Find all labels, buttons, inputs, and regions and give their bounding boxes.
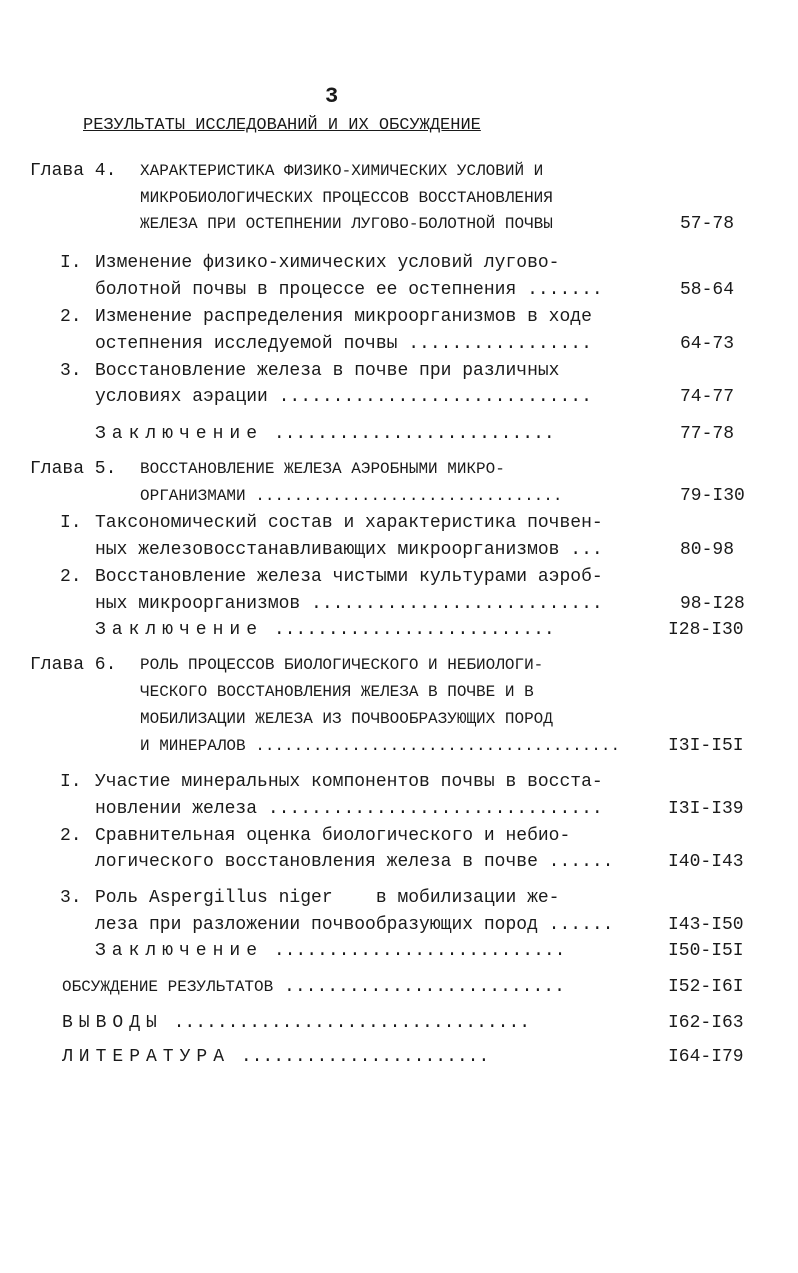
literature-dots: ....................... <box>230 1047 490 1067</box>
ch4-sec1-line2: болотной почвы в процессе ее остепнения ....... <box>95 280 603 300</box>
ch4-conclusion-pages: 77-78 <box>680 424 735 444</box>
discussion-label: ОБСУЖДЕНИЕ РЕЗУЛЬТАТОВ <box>62 978 274 996</box>
ch4-sec3-line2: условиях аэрации ............................. <box>95 387 592 407</box>
chapter-6-title-line-3: МОБИЛИЗАЦИИ ЖЕЛЕЗА ИЗ ПОЧВООБРАЗУЮЩИХ ПОРОД <box>140 710 553 728</box>
ch4-sec2-num: 2. <box>60 307 82 327</box>
conclusions-entry <box>62 1012 530 1034</box>
ch5-sec2-pages: 98-I28 <box>680 594 745 614</box>
ch5-sec2-line2: ных микроорганизмов ........................... <box>95 594 603 614</box>
ch4-sec1-num: I. <box>60 253 82 273</box>
ch5-sec2-num: 2. <box>60 567 82 587</box>
discussion-entry <box>62 976 565 998</box>
ch4-conclusion-label: Заключение <box>95 424 264 444</box>
chapter-5-title-line-2: ОРГАНИЗМАМИ ................................ <box>140 487 563 505</box>
ch6-sec1-line1: Участие минеральных компонентов почвы в восста- <box>95 772 603 792</box>
ch4-sec1-line1: Изменение физико-химических условий лугово- <box>95 253 560 273</box>
ch5-conclusion-dots: .......................... <box>263 620 555 640</box>
section-title: РЕЗУЛЬТАТЫ ИССЛЕДОВАНИЙ И ИХ ОБСУЖДЕНИЕ <box>83 116 481 135</box>
ch6-sec3-pages: I43-I50 <box>668 915 744 935</box>
chapter-6-pages: I3I-I5I <box>668 736 744 756</box>
literature-pages: I64-I79 <box>668 1047 744 1067</box>
ch6-sec2-pages: I40-I43 <box>668 852 744 872</box>
ch6-conclusion-dots: ........................... <box>263 941 566 961</box>
ch4-sec2-line2: остепнения исследуемой почвы ................. <box>95 334 592 354</box>
ch4-sec2-pages: 64-73 <box>680 334 735 354</box>
chapter-4-title-line-1: ХАРАКТЕРИСТИКА ФИЗИКО-ХИМИЧЕСКИХ УСЛОВИЙ И <box>140 162 544 180</box>
ch6-conclusion-pages: I50-I5I <box>668 941 744 961</box>
ch5-sec1-num: I. <box>60 513 82 533</box>
ch6-sec3-num: 3. <box>60 888 82 908</box>
ch5-conclusion <box>95 619 555 641</box>
chapter-5-title-line-1: ВОССТАНОВЛЕНИЕ ЖЕЛЕЗА АЭРОБНЫМИ МИКРО- <box>140 460 505 478</box>
ch4-sec3-pages: 74-77 <box>680 387 735 407</box>
literature-label: ЛИТЕРАТУРА <box>62 1047 231 1067</box>
ch6-conclusion-label: Заключение <box>95 941 264 961</box>
chapter-4-label: Глава 4. <box>30 161 117 181</box>
chapter-6-title-line-2: ЧЕСКОГО ВОССТАНОВЛЕНИЯ ЖЕЛЕЗА В ПОЧВЕ И В <box>140 683 534 701</box>
ch5-sec1-line1: Таксономический состав и характеристика почвен- <box>95 513 603 533</box>
ch5-sec2-line1: Восстановление железа чистыми культурами аэроб- <box>95 567 603 587</box>
ch4-conclusion <box>95 423 555 445</box>
discussion-dots: .......................... <box>273 977 565 997</box>
ch4-sec3-line1: Восстановление железа в почве при различных <box>95 361 560 381</box>
chapter-5-label: Глава 5. <box>30 459 117 479</box>
literature-entry <box>62 1046 489 1068</box>
chapter-6-title-line-4: И МИНЕРАЛОВ ...................................... <box>140 737 621 755</box>
ch5-sec1-pages: 80-98 <box>680 540 735 560</box>
ch4-sec1-pages: 58-64 <box>680 280 735 300</box>
chapter-6-title-line-1: РОЛЬ ПРОЦЕССОВ БИОЛОГИЧЕСКОГО И НЕБИОЛОГИ- <box>140 656 544 674</box>
ch6-sec2-line2: логического восстановления железа в почве ...... <box>95 852 614 872</box>
chapter-4-title-line-3: ЖЕЛЕЗА ПРИ ОСТЕПНЕНИИ ЛУГОВО-БОЛОТНОЙ ПОЧВЫ <box>140 215 553 233</box>
ch4-sec2-line1: Изменение распределения микроорганизмов в ходе <box>95 307 592 327</box>
chapter-6-label: Глава 6. <box>30 655 117 675</box>
ch6-sec1-num: I. <box>60 772 82 792</box>
ch4-sec3-num: 3. <box>60 361 82 381</box>
ch4-conclusion-dots: .......................... <box>263 424 555 444</box>
ch6-sec3-line1: Роль Aspergillus niger в мобилизации же- <box>95 888 560 908</box>
ch6-sec2-num: 2. <box>60 826 82 846</box>
ch5-conclusion-label: Заключение <box>95 620 264 640</box>
ch6-sec1-pages: I3I-I39 <box>668 799 744 819</box>
conclusions-pages: I62-I63 <box>668 1013 744 1033</box>
ch6-sec2-line1: Сравнительная оценка биологического и небио- <box>95 826 571 846</box>
page-number: 3 <box>325 84 339 109</box>
discussion-pages: I52-I6I <box>668 977 744 997</box>
ch6-conclusion <box>95 940 565 962</box>
conclusions-label: ВЫВОДЫ <box>62 1013 163 1033</box>
chapter-4-pages: 57-78 <box>680 214 735 234</box>
ch6-sec3-line2: леза при разложении почвообразующих пород ...... <box>95 915 614 935</box>
ch5-sec1-line2: ных железовосстанавливающих микроорганизмов ... <box>95 540 603 560</box>
ch5-conclusion-pages: I28-I30 <box>668 620 744 640</box>
conclusions-dots: ................................. <box>162 1013 531 1033</box>
ch6-sec1-line2: новлении железа ............................... <box>95 799 603 819</box>
chapter-4-title-line-2: МИКРОБИОЛОГИЧЕСКИХ ПРОЦЕССОВ ВОССТАНОВЛЕНИЯ <box>140 189 553 207</box>
chapter-5-pages: 79-I30 <box>680 486 745 506</box>
